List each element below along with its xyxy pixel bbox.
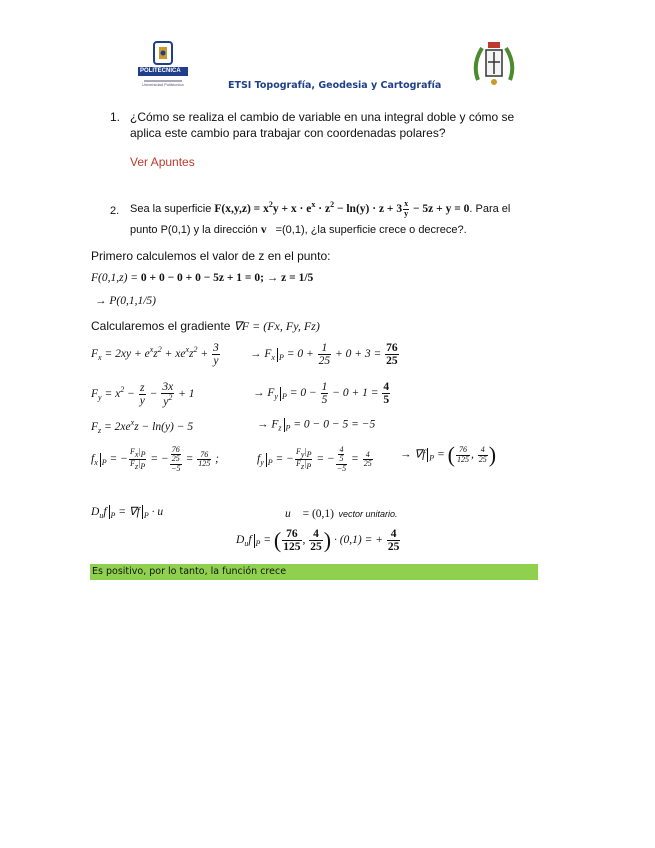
u-vector-symbol: u⃗ bbox=[285, 508, 303, 520]
result-banner bbox=[90, 564, 538, 580]
step2-text: Calcularemos el gradiente bbox=[91, 319, 231, 333]
ver-apuntes-link[interactable]: Ver Apuntes bbox=[130, 155, 195, 169]
eq-fy: $F_y = x^2$ − $\frac{z}{y}$ − $\frac{3x}{y^2}$ + 1 bbox=[91, 381, 195, 409]
eq-fy-p: → $F_y$ $_P$ = 0 − $\frac{1}{5}$ − 0 + 1 = $\frac{4}{5}$ bbox=[253, 381, 390, 407]
surface-equation: $F(x,y,z) = x^2y + x \cdot e^x \cdot z^2 - \ln(y) \cdot z + 3$ $\frac{x}{y}$ − 5z + y = 0 bbox=[214, 199, 470, 218]
q2-line2-a: punto P(0,1) y la dirección bbox=[130, 224, 258, 236]
eq-f010: F(0,1,z) = 0 + 0 − 0 + 0 − 5z + 1 = 0; → z = 1/5 bbox=[91, 272, 314, 284]
q1-line2: aplica este cambio para trabajar con coordenadas polares? bbox=[130, 126, 446, 140]
upm-logo bbox=[135, 40, 191, 90]
q2-suffix: . Para el bbox=[469, 203, 511, 215]
etsi-crest bbox=[470, 40, 518, 88]
q2-line1 bbox=[130, 200, 510, 218]
eq-duf-def: $D_uf$ $_P$ = ∇f $_P$ · u⃗ bbox=[91, 506, 173, 520]
eq-grad-f: → ∇f $_P$ = ( $\frac{76}{125}$ , $\frac{4}{25}$ ) bbox=[400, 442, 497, 467]
q2-number: 2. bbox=[110, 205, 120, 217]
q1-line1: ¿Cómo se realiza el cambio de variable en una integral doble y cómo se bbox=[130, 110, 515, 124]
step1-text: Primero calculemos el valor de z en el punto: bbox=[91, 249, 331, 263]
eq-duf-result: $D_uf$ $_P$ = ( $\frac{76}{125}$ , $\frac{4}{25}$ ) · (0,1) = + $\frac{4}{25}$ bbox=[236, 527, 400, 554]
eq-fz-p: → $F_z$ $_P$ = 0 − 0 − 5 = −5 bbox=[257, 418, 376, 433]
unit-vector-label: vector unitario. bbox=[338, 509, 398, 519]
q2-line2-b: =(0,1), ¿la superficie crece o decrece?. bbox=[275, 224, 467, 236]
etsi-crest-icon bbox=[470, 40, 518, 88]
step2-line bbox=[91, 319, 320, 334]
u-vector-value: = (0,1) bbox=[302, 508, 334, 520]
upm-logo-subtext: Universidad Politécnica bbox=[142, 82, 184, 87]
q2-line2 bbox=[130, 224, 467, 236]
upm-logo-text: POLITÉCNICA bbox=[140, 68, 181, 74]
unit-vector-line bbox=[285, 504, 397, 522]
q1-number: 1. bbox=[110, 110, 121, 124]
eq-fz: $F_z = 2xe^xz - \ln(y) - 5$ bbox=[91, 418, 194, 435]
eq-fx-p: → $F_x$ $_P$ = 0 + $\frac{1}{25}$ + 0 + 3 = $\frac{76}{25}$ bbox=[250, 342, 398, 368]
eq-point: → P(0,1,1/5) bbox=[95, 295, 157, 307]
eq-fx: $F_x = 2xy + e^xz^2 + xe^xz^2$ + $\frac{3}{y}$ bbox=[91, 342, 219, 368]
header-title: ETSI Topografía, Geodesia y Cartografía bbox=[228, 80, 442, 91]
vector-v: v⃗ bbox=[260, 224, 276, 236]
eq-fx-partial: $f_x$ $_P$ = − $\frac{Fx|P}{Fz|P}$ = − $\frac{\frac{76}{25}}{-5}$ = $\frac{76}{125}$ ; bbox=[91, 445, 219, 473]
result-text: Es positivo, por lo tanto, la función crece bbox=[92, 566, 287, 577]
eq-fy-partial: $f_y$ $_P$ = − $\frac{Fy|P}{Fz|P}$ = − $\frac{\frac{4}{5}}{-5}$ = $\frac{4}{25}$ bbox=[257, 445, 372, 473]
q2-intro: Sea la superficie bbox=[130, 203, 212, 215]
gradient-def: ∇F = (Fx, Fy, Fz) bbox=[233, 319, 320, 333]
